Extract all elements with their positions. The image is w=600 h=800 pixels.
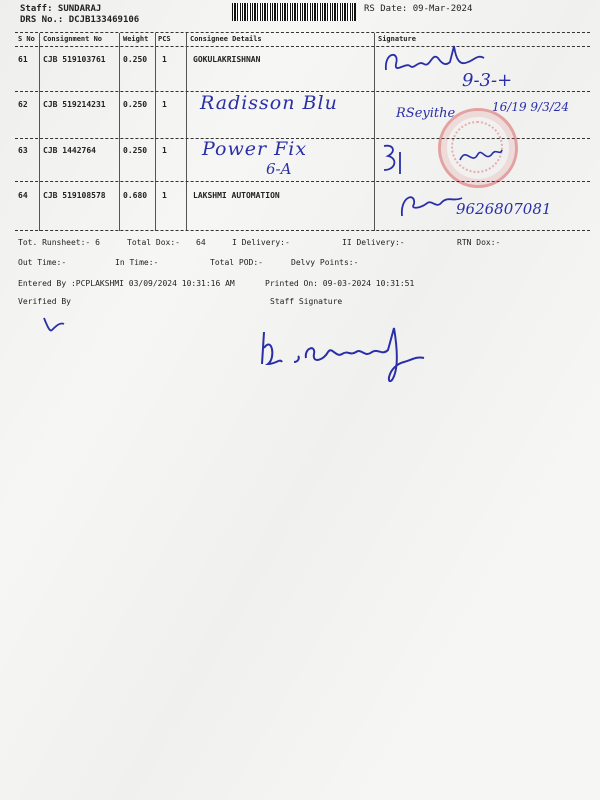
row-61-pcs: 1 <box>162 55 167 64</box>
row-62-handwritten-signature: RSeyithe <box>396 106 456 121</box>
verified-by: Verified By <box>18 297 71 306</box>
table-header-rule <box>15 46 590 47</box>
row-63-handwritten-line2: 6-A <box>266 160 292 178</box>
staff-name: Staff: SUNDARAJ <box>20 4 102 14</box>
verifier-signature <box>40 312 70 336</box>
row-64-weight: 0.680 <box>123 191 148 200</box>
row-64-handwritten-phone: 9626807081 <box>456 200 552 218</box>
col-divider <box>119 33 120 231</box>
rs-date: RS Date: 09-Mar-2024 <box>364 4 473 14</box>
row-62-sno: 62 <box>18 100 28 109</box>
row-61-handwritten-date: 9-3-+ <box>462 70 513 91</box>
table-bottom-rule <box>15 230 590 231</box>
i-delivery: I Delivery:- <box>232 238 290 247</box>
row-61-weight: 0.250 <box>123 55 148 64</box>
row-64-sno: 64 <box>18 191 28 200</box>
row-63-stamp-signature <box>456 140 506 170</box>
row-62-weight: 0.250 <box>123 100 148 109</box>
rtn-dox: RTN Dox:- <box>457 238 501 247</box>
row-rule <box>15 181 590 182</box>
col-pcs: PCS <box>158 35 171 43</box>
row-62-pcs: 1 <box>162 100 167 109</box>
in-time: In Time:- <box>115 258 159 267</box>
row-61-consignment: CJB 519103761 <box>43 55 106 64</box>
col-consignee: Consignee Details <box>190 35 262 43</box>
col-consignment: Consignment No <box>43 35 103 43</box>
staff-signature <box>254 318 444 388</box>
tot-runsheet: Tot. Runsheet:- 6 <box>18 238 100 247</box>
row-63-signature <box>380 140 410 180</box>
row-64-pcs: 1 <box>162 191 167 200</box>
col-sno: S No <box>18 35 35 43</box>
drs-number: DRS No.: DCJB133469106 <box>20 15 140 25</box>
row-64-consignee: LAKSHMI AUTOMATION <box>193 191 280 200</box>
total-dox-label: Total Dox:- <box>127 238 180 247</box>
delvy-points: Delvy Points:- <box>291 258 359 267</box>
row-64-consignment: CJB 519108578 <box>43 191 106 200</box>
ii-delivery: II Delivery:- <box>342 238 405 247</box>
row-61-sno: 61 <box>18 55 28 64</box>
total-dox-value: 64 <box>196 238 206 247</box>
row-63-pcs: 1 <box>162 146 167 155</box>
col-signature: Signature <box>378 35 416 43</box>
row-61-consignee: GOKULAKRISHNAN <box>193 55 261 64</box>
row-62-handwritten-number: 16/19 9/3/24 <box>492 100 570 114</box>
col-divider <box>155 33 156 231</box>
col-divider <box>39 33 40 231</box>
col-weight: Weight <box>123 35 149 43</box>
row-63-sno: 63 <box>18 146 28 155</box>
col-divider <box>374 33 375 231</box>
row-63-consignment: CJB 1442764 <box>43 146 96 155</box>
row-62-handwritten-consignee: Radisson Blu <box>200 92 338 114</box>
col-divider <box>186 33 187 231</box>
barcode <box>232 3 356 21</box>
total-pod: Total POD:- <box>210 258 263 267</box>
entered-by: Entered By :PCPLAKSHMI 03/09/2024 10:31:16 AM <box>18 279 235 288</box>
printed-on: Printed On: 09-03-2024 10:31:51 <box>265 279 415 288</box>
row-63-weight: 0.250 <box>123 146 148 155</box>
table-top-rule <box>15 32 590 33</box>
staff-signature-label: Staff Signature <box>270 297 343 306</box>
row-63-handwritten-consignee: Power Fix <box>202 138 308 160</box>
row-62-consignment: CJB 519214231 <box>43 100 106 109</box>
out-time: Out Time:- <box>18 258 67 267</box>
